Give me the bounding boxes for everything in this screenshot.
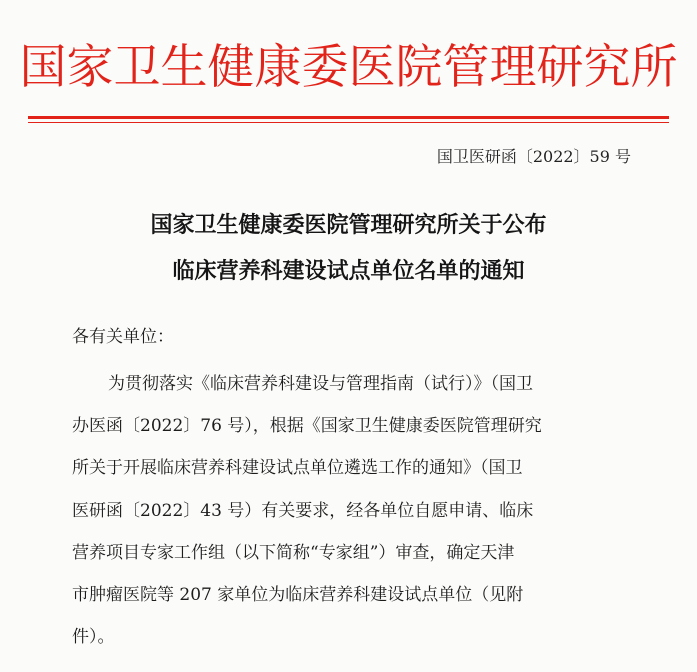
letterhead-red-rule xyxy=(28,116,669,119)
body-paragraph-line: 为贯彻落实《临床营养科建设与管理指南（试行）》（国卫 xyxy=(108,374,533,394)
notice-title-line-1: 国家卫生健康委医院管理研究所关于公布 xyxy=(150,213,547,238)
body-paragraph-line: 营养项目专家工作组（以下简称“专家组”）审查，确定天津 xyxy=(72,543,515,563)
body-paragraph-line: 市肿瘤医院等 207 家单位为临床营养科建设试点单位（见附 xyxy=(72,585,524,605)
notice-title-line-2: 临床营养科建设试点单位名单的通知 xyxy=(172,259,525,284)
body-paragraph-line: 件）。 xyxy=(72,627,115,647)
salutation: 各有关单位： xyxy=(72,327,174,347)
body-paragraph-line: 医研函〔2022〕43 号）有关要求，经各单位自愿申请、临床 xyxy=(72,501,534,521)
document-number: 国卫医研函〔2022〕59 号 xyxy=(436,147,631,166)
body-paragraph-line: 所关于开展临床营养科建设试点单位遴选工作的通知》（国卫 xyxy=(72,458,523,478)
letterhead-title: 国家卫生健康委医院管理研究所 xyxy=(19,40,678,95)
letterhead-red-rule-thin xyxy=(28,122,669,123)
body-paragraph-line: 办医函〔2022〕76 号），根据《国家卫生健康委医院管理研究 xyxy=(72,416,542,436)
